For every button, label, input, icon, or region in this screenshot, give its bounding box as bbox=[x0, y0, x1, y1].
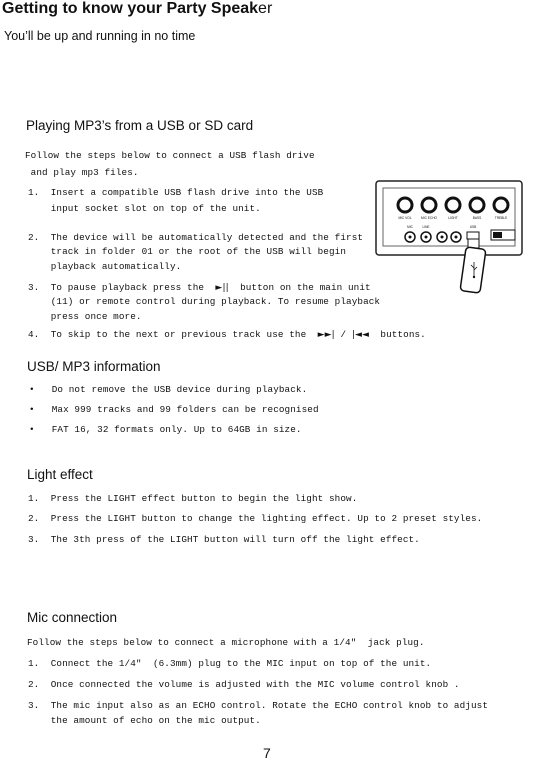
previous-track-icon: |◄◄ bbox=[351, 330, 370, 340]
light-effect-item: 1. Press the LIGHT effect button to begin the light show. bbox=[28, 493, 358, 504]
knob-label: MIC VOL bbox=[398, 216, 412, 220]
usb-step-3-line-1 bbox=[28, 281, 371, 295]
usb-intro-line-2: and play mp3 files. bbox=[25, 167, 139, 178]
usb-step-3-line-3: press once more. bbox=[28, 311, 142, 322]
usb-step-2-line-1: 2. The device will be automatically detected and the first bbox=[28, 232, 364, 243]
usb-step-2-line-2: track in folder 01 or the root of the USB will begin bbox=[28, 246, 347, 257]
knob-label: LIGHT bbox=[448, 216, 458, 220]
usb-step-1-line-1: 1. Insert a compatible USB flash drive into the USB bbox=[28, 187, 324, 198]
next-track-icon: ►►| bbox=[317, 330, 335, 340]
page-title-tail: er bbox=[258, 0, 273, 17]
usb-step-2-line-3: playback automatically. bbox=[28, 261, 182, 272]
mic-connection-heading: Mic connection bbox=[27, 610, 118, 625]
usb-step-4-slash: / bbox=[334, 329, 352, 340]
mic-step-1: 1. Connect the 1/4" (6.3mm) plug to the MIC input on top of the unit. bbox=[28, 658, 432, 669]
usb-info-item: • Max 999 tracks and 99 folders can be recognised bbox=[29, 404, 319, 415]
page-number: 7 bbox=[263, 745, 271, 761]
usb-step-4-tail: buttons. bbox=[369, 329, 426, 340]
port-label: MIC bbox=[407, 225, 413, 229]
usb-flash-drive-icon bbox=[460, 239, 486, 293]
port-label: LINE bbox=[422, 225, 430, 229]
mic-intro: Follow the steps below to connect a microphone with a 1/4" jack plug. bbox=[27, 637, 425, 648]
usb-step-1-line-2: input socket slot on top of the unit. bbox=[28, 203, 261, 214]
usb-info-heading: USB/ MP3 information bbox=[27, 359, 161, 374]
page-title bbox=[2, 0, 272, 18]
light-effect-item: 2. Press the LIGHT button to change the lighting effect. Up to 2 preset styles. bbox=[28, 513, 483, 524]
page-subtitle: You’ll be up and running in no time bbox=[4, 29, 196, 43]
speaker-top-panel-illustration bbox=[375, 180, 525, 305]
mic-step-3-line-2: the amount of echo on the mic output. bbox=[28, 715, 261, 726]
usb-step-4 bbox=[28, 328, 426, 342]
usb-step-4-text: 4. To skip to the next or previous track use the bbox=[28, 329, 318, 340]
play-pause-icon: ►|| bbox=[215, 283, 229, 293]
usb-step-3-text-b: button on the main unit bbox=[228, 282, 371, 293]
knob-label: BASS bbox=[472, 216, 482, 220]
light-effect-item: 3. The 3th press of the LIGHT button will turn off the light effect. bbox=[28, 534, 420, 545]
knob-label: TREBLE bbox=[494, 216, 508, 220]
usb-intro-line-1: Follow the steps below to connect a USB flash drive bbox=[25, 150, 315, 161]
page-title-main: Getting to know your Party Speak bbox=[2, 0, 259, 17]
knob-label: MIC ECHO bbox=[421, 216, 437, 220]
usb-step-3-text-a: 3. To pause playback press the bbox=[28, 282, 216, 293]
usb-section-heading: Playing MP3’s from a USB or SD card bbox=[26, 118, 254, 133]
usb-info-item: • FAT 16, 32 formats only. Up to 64GB in size. bbox=[29, 424, 302, 435]
usb-step-3-line-2: (11) or remote control during playback. To resume playback bbox=[28, 296, 381, 307]
light-effect-heading: Light effect bbox=[27, 467, 93, 482]
port-label: USB bbox=[469, 225, 477, 229]
usb-info-item: • Do not remove the USB device during playback. bbox=[29, 384, 308, 395]
mic-step-2: 2. Once connected the volume is adjusted with the MIC volume control knob . bbox=[28, 679, 460, 690]
mic-step-3-line-1: 3. The mic input also as an ECHO control. Rotate the ECHO control knob to adjust bbox=[28, 700, 489, 711]
